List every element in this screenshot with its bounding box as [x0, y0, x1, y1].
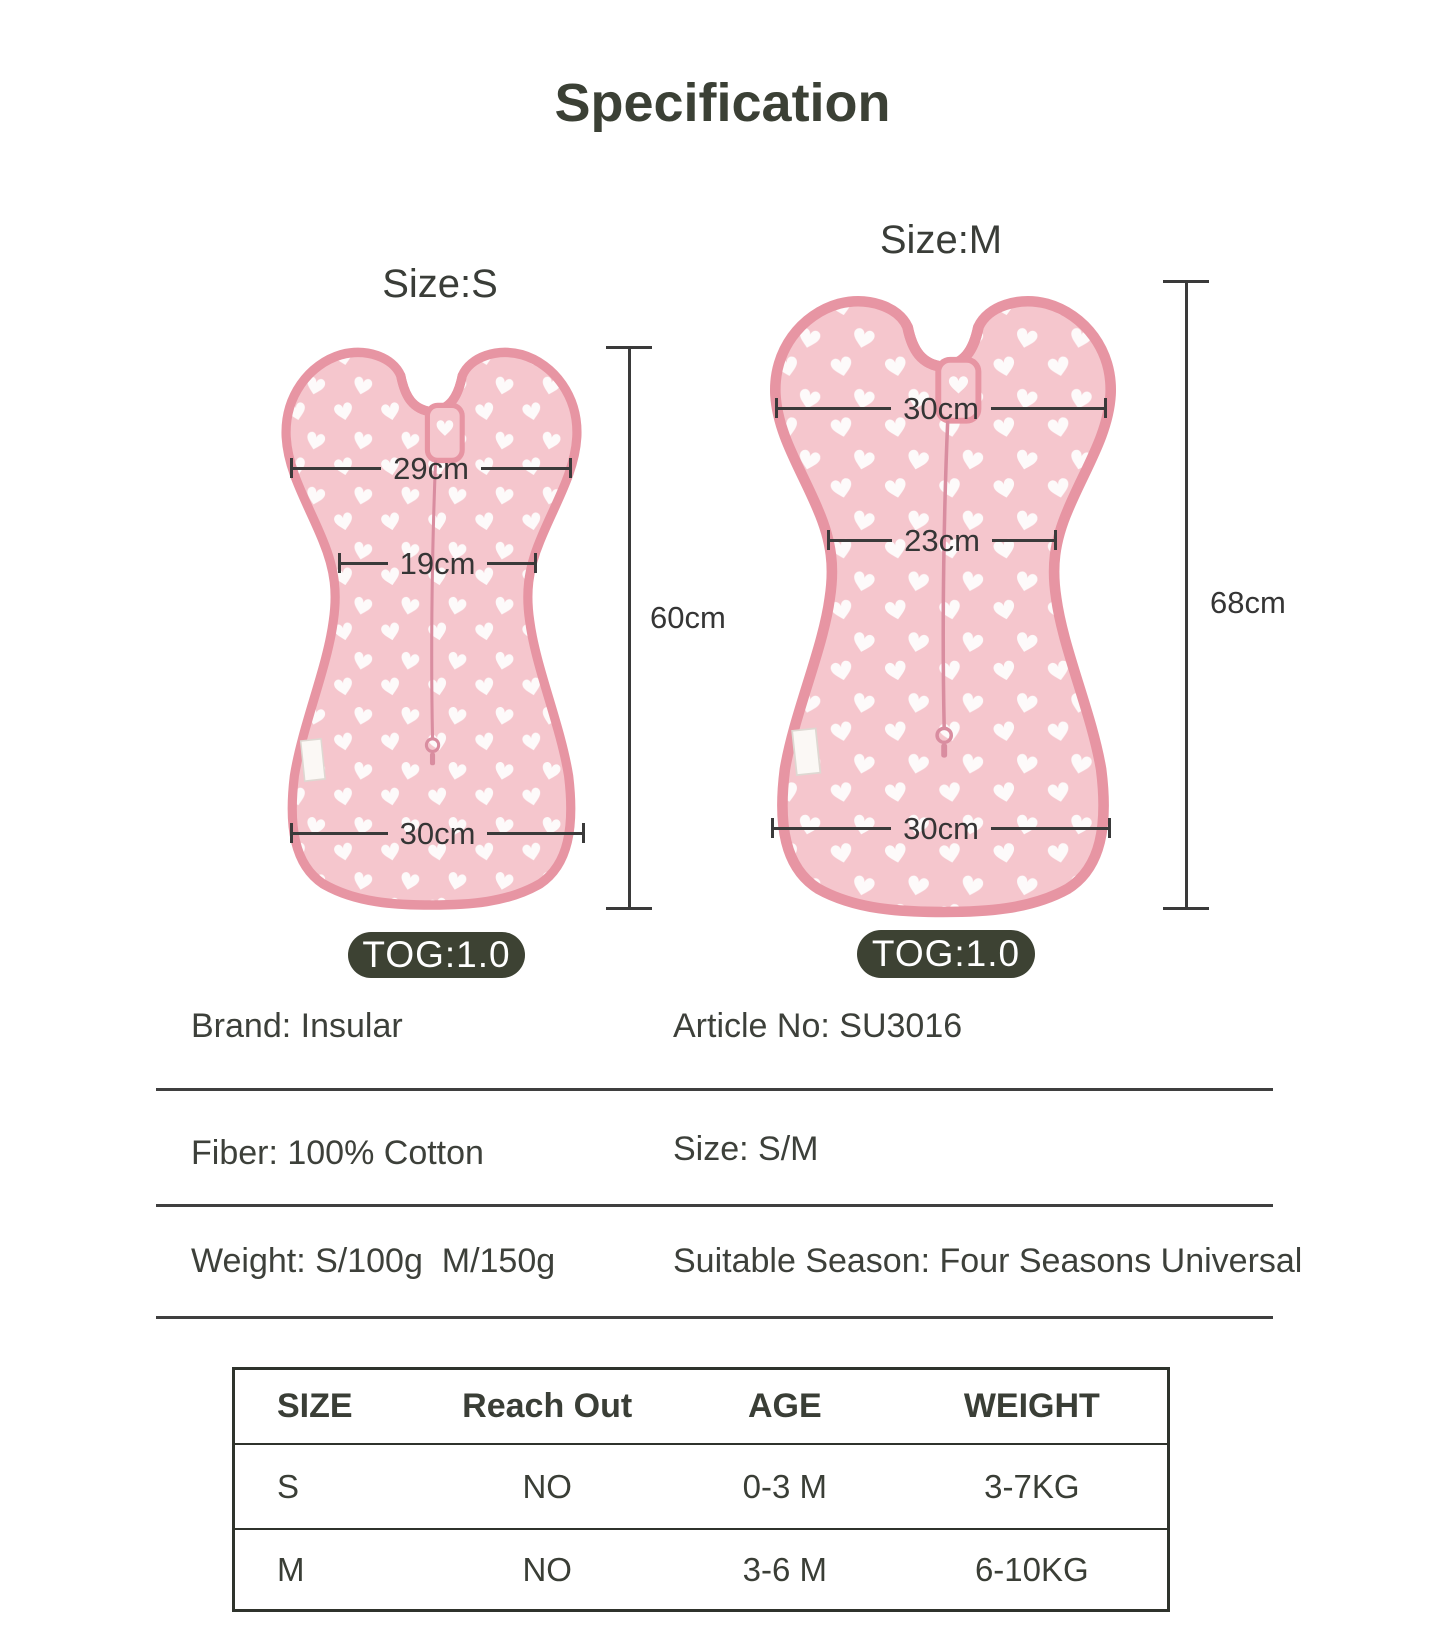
- size-table-header-size: SIZE: [277, 1387, 353, 1425]
- dimension-s-bottom: [290, 815, 585, 851]
- dimension-m-bottom: [771, 810, 1111, 846]
- cell-s-weight: 3-7KG: [984, 1467, 1080, 1505]
- dimension-s-chest: [290, 450, 572, 486]
- dimension-s-waist: [338, 545, 537, 581]
- dimension-m-waist-label: 23cm: [904, 522, 980, 558]
- dimension-s-waist-label: 19cm: [399, 545, 476, 581]
- cell-m-size: M: [277, 1550, 305, 1588]
- size-table-header-row: [235, 1370, 1167, 1445]
- info-size: Size: S/M: [673, 1130, 819, 1168]
- dimension-m-height: [1163, 280, 1209, 910]
- dimension-s-height-label: 60cm: [650, 600, 726, 635]
- size-table: [232, 1367, 1170, 1612]
- info-brand: Brand: Insular: [191, 1007, 403, 1045]
- cell-m-reach-out: NO: [522, 1550, 572, 1588]
- tog-badge-s: TOG:1.0: [348, 932, 525, 978]
- dimension-m-height-label: 68cm: [1210, 585, 1286, 620]
- dimension-s-bottom-label: 30cm: [399, 815, 476, 851]
- dimension-s-chest-label: 29cm: [393, 450, 469, 486]
- size-table-row-s: [235, 1445, 1167, 1530]
- dimension-m-chest: [775, 390, 1107, 426]
- cell-s-age: 0-3 M: [742, 1467, 828, 1505]
- info-fiber: Fiber: 100% Cotton: [191, 1134, 484, 1172]
- page-title: Specification: [554, 73, 891, 133]
- cell-s-size: S: [277, 1467, 300, 1505]
- cell-s-reach-out: NO: [522, 1467, 572, 1505]
- size-table-header-weight: WEIGHT: [963, 1387, 1100, 1425]
- size-table-row-m: [235, 1530, 1167, 1609]
- info-weight: Weight: S/100g M/150g: [191, 1242, 556, 1280]
- cell-m-age: 3-6 M: [742, 1550, 828, 1588]
- info-article-no: Article No: SU3016: [673, 1007, 963, 1045]
- cell-m-weight: 6-10KG: [974, 1550, 1089, 1588]
- divider-2: [156, 1204, 1273, 1207]
- size-table-header-reach-out: Reach Out: [462, 1387, 633, 1425]
- tog-badge-m: TOG:1.0: [857, 930, 1035, 978]
- dimension-m-chest-label: 30cm: [903, 390, 979, 426]
- dimension-m-bottom-label: 30cm: [903, 810, 979, 846]
- info-season: Suitable Season: Four Seasons Universal: [673, 1242, 1303, 1280]
- dimension-s-height: [606, 346, 652, 910]
- size-m-caption: Size:M: [879, 218, 1003, 262]
- size-table-header-age: AGE: [748, 1387, 822, 1425]
- dimension-m-waist: [827, 522, 1057, 558]
- divider-3: [156, 1316, 1273, 1319]
- divider-1: [156, 1088, 1273, 1091]
- size-s-caption: Size:S: [382, 262, 498, 306]
